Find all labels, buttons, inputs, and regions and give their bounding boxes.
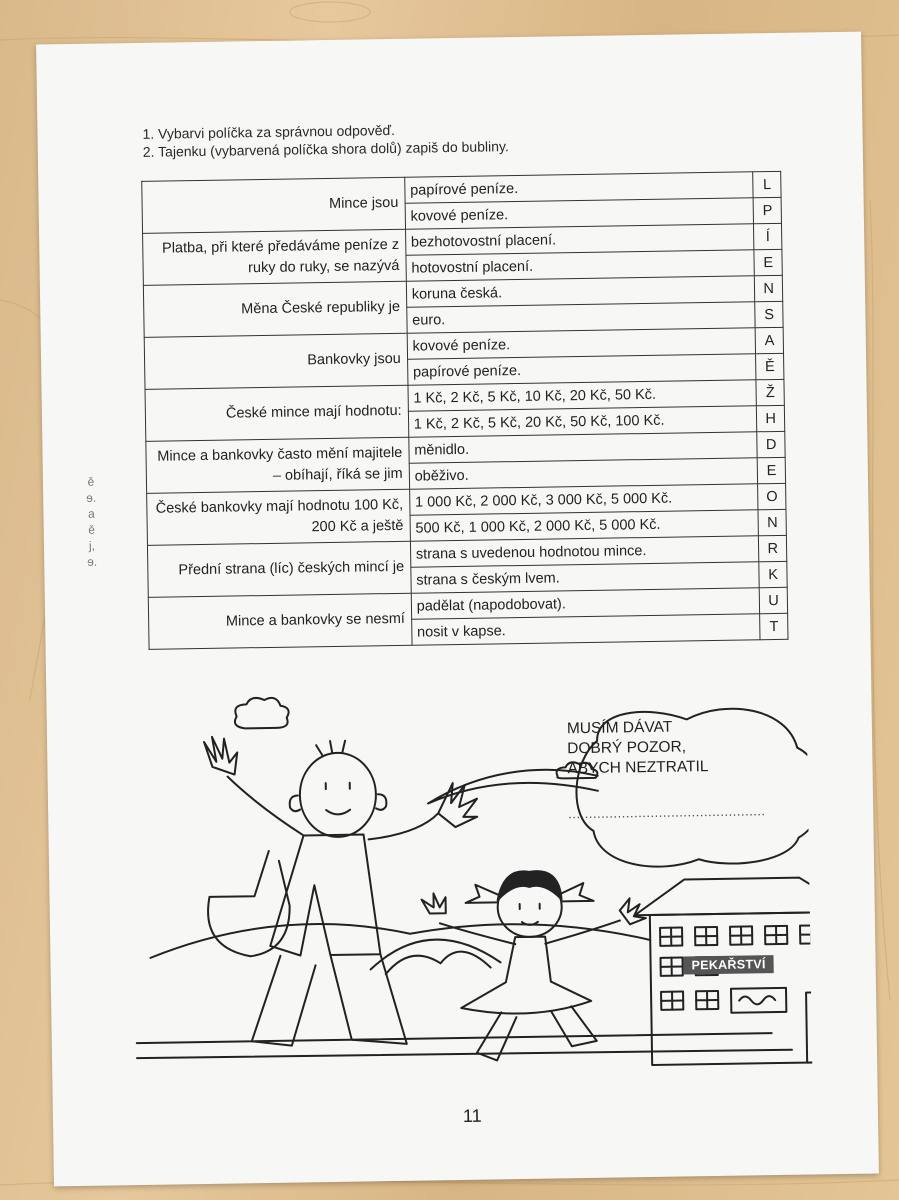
bush bbox=[370, 939, 500, 970]
question-cell: České mince mají hodnotu: bbox=[145, 385, 409, 441]
cloud-icon bbox=[235, 697, 289, 728]
letter-cell[interactable]: L bbox=[753, 171, 781, 197]
girl-hands bbox=[421, 890, 646, 928]
letter-cell[interactable]: Í bbox=[754, 223, 782, 249]
answer-cell[interactable]: strana s českým lvem. bbox=[411, 562, 760, 593]
dad-arm-left bbox=[228, 775, 304, 836]
quiz-table bbox=[141, 171, 788, 650]
letter-cell[interactable]: D bbox=[757, 431, 785, 457]
side-letter: ě bbox=[87, 474, 95, 489]
letter-cell[interactable]: E bbox=[758, 457, 786, 483]
answer-dotted-line[interactable]: ................................................ bbox=[568, 803, 766, 822]
answer-cell[interactable]: 1 000 Kč, 2 000 Kč, 3 000 Kč, 5 000 Kč. bbox=[409, 484, 758, 515]
bread-icon bbox=[739, 996, 775, 1005]
house-roof bbox=[634, 877, 812, 915]
question-cell: Mince a bankovky často mění majitele – obíhají, říká se jim bbox=[146, 437, 410, 493]
girl-face bbox=[520, 904, 540, 925]
answer-cell[interactable]: euro. bbox=[407, 302, 756, 333]
letter-cell[interactable]: A bbox=[755, 327, 783, 353]
hill-line bbox=[150, 919, 650, 958]
bubble-line: DOBRÝ POZOR, bbox=[567, 738, 687, 758]
letter-cell[interactable]: Ě bbox=[756, 353, 784, 379]
dad-eyes bbox=[326, 783, 350, 789]
letter-cell[interactable]: U bbox=[760, 587, 788, 613]
ground-line bbox=[137, 1033, 772, 1043]
answer-cell[interactable]: papírové peníze. bbox=[404, 172, 753, 203]
answer-cell[interactable]: měnidlo. bbox=[409, 432, 758, 463]
question-cell: Měna České republiky je bbox=[143, 281, 407, 337]
girl-body bbox=[460, 936, 591, 1014]
answer-cell[interactable]: strana s uvedenou hodnotou mince. bbox=[410, 536, 759, 567]
dad-bag bbox=[207, 851, 290, 957]
side-letter: a bbox=[88, 506, 95, 521]
question-cell: Přední strana (líc) českých mincí je bbox=[147, 541, 411, 597]
letter-cell[interactable]: R bbox=[759, 535, 787, 561]
answer-cell[interactable]: 1 Kč, 2 Kč, 5 Kč, 20 Kč, 50 Kč, 100 Kč. bbox=[408, 406, 757, 437]
letter-cell[interactable]: O bbox=[758, 483, 786, 509]
bubble-line: MUSÍM DÁVAT bbox=[566, 718, 673, 738]
girl-pigtail-right bbox=[561, 883, 593, 902]
question-cell: Platba, při které předáváme peníze z ruky do ruky, se nazývá bbox=[143, 229, 407, 285]
answer-cell[interactable]: padělat (napodobovat). bbox=[411, 588, 760, 619]
letter-cell[interactable]: Ž bbox=[756, 379, 784, 405]
dad-ears bbox=[290, 794, 387, 811]
house-door bbox=[806, 992, 813, 1062]
side-letter: ě bbox=[88, 522, 96, 537]
dad-hand-left bbox=[204, 736, 238, 775]
instruction-1: 1. Vybarvi políčka za správnou odpověď. bbox=[142, 121, 396, 142]
dad-head bbox=[299, 752, 376, 837]
ground-line-2 bbox=[137, 1048, 792, 1060]
side-letter: j, bbox=[88, 538, 96, 553]
side-letter: ɘ. bbox=[86, 490, 97, 505]
letter-cell[interactable]: T bbox=[760, 613, 788, 639]
side-letter: ɘ. bbox=[87, 554, 98, 569]
dad-arm-right bbox=[368, 813, 438, 839]
girl-hair bbox=[497, 871, 561, 901]
question-cell: České bankovky mají hodnotu 100 Kč, 200 Kč a ještě bbox=[147, 489, 411, 545]
answer-cell[interactable]: kovové peníze. bbox=[405, 198, 754, 229]
answer-cell[interactable]: papírové peníze. bbox=[407, 354, 756, 385]
dad-legs bbox=[250, 954, 406, 1046]
letter-cell[interactable]: P bbox=[753, 197, 781, 223]
answer-cell[interactable]: oběživo. bbox=[409, 458, 758, 489]
letter-cell[interactable]: E bbox=[754, 249, 782, 275]
answer-cell[interactable]: hotovostní placení. bbox=[406, 250, 755, 281]
letter-cell[interactable]: S bbox=[755, 301, 783, 327]
bush-detail bbox=[385, 951, 490, 974]
question-cell: Mince jsou bbox=[142, 177, 406, 233]
answer-cell[interactable]: 500 Kč, 1 000 Kč, 2 000 Kč, 5 000 Kč. bbox=[410, 510, 759, 541]
answer-cell[interactable]: koruna česká. bbox=[406, 276, 755, 307]
girl-pigtail-left bbox=[465, 884, 497, 903]
shop-sign: PEKAŘSTVÍ bbox=[683, 955, 773, 974]
speech-bubble-text bbox=[567, 716, 768, 779]
letter-cell[interactable]: H bbox=[757, 405, 785, 431]
dad-mouth bbox=[326, 810, 350, 815]
answer-cell[interactable]: bezhotovostní placení. bbox=[405, 224, 754, 255]
dad-body bbox=[269, 834, 381, 956]
answer-cell[interactable]: 1 Kč, 2 Kč, 5 Kč, 10 Kč, 20 Kč, 50 Kč. bbox=[408, 380, 757, 411]
letter-cell[interactable]: N bbox=[758, 509, 786, 535]
worksheet-page bbox=[36, 32, 879, 1187]
letter-cell[interactable]: K bbox=[759, 561, 787, 587]
bleed-through-letters bbox=[83, 474, 101, 570]
letter-cell[interactable]: N bbox=[755, 275, 783, 301]
page-number: 11 bbox=[462, 1105, 482, 1126]
question-cell: Mince a bankovky se nesmí bbox=[148, 593, 412, 649]
answer-cell[interactable]: kovové peníze. bbox=[407, 328, 756, 359]
question-cell: Bankovky jsou bbox=[144, 333, 408, 389]
bubble-line: ABYCH NEZTRATIL bbox=[567, 758, 709, 778]
instruction-2: 2. Tajenku (vybarvená políčka shora dolů) zapiš do bubliny. bbox=[142, 138, 509, 160]
instructions bbox=[142, 119, 509, 161]
answer-cell[interactable]: nosit v kapse. bbox=[411, 614, 760, 645]
